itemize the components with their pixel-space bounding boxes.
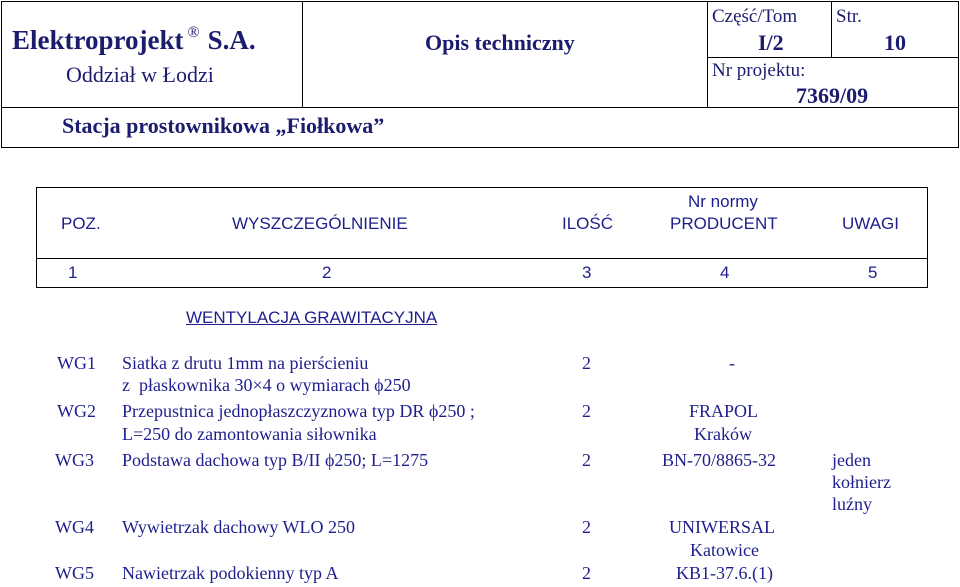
row-producer-city: Kraków: [694, 424, 752, 444]
row-producer: FRAPOL: [689, 401, 759, 421]
col-number-2: 2: [322, 263, 332, 282]
col-number-4: 4: [720, 263, 730, 282]
row-qty: 2: [582, 401, 591, 421]
project-no-label: Nr projektu:: [712, 60, 806, 81]
col-header-spec: WYSZCZEGÓLNIENIE: [232, 214, 408, 233]
row-producer: UNIWERSAL: [669, 517, 775, 537]
row-poz: WG3: [55, 450, 94, 470]
company-name: [12, 24, 256, 56]
col-header-producer: PRODUCENT: [670, 214, 778, 233]
col-header-qty: ILOŚĆ: [562, 214, 614, 233]
row-poz: WG4: [55, 517, 94, 537]
doc-type: Opis techniczny: [425, 30, 575, 55]
row-note-1: jeden: [832, 450, 871, 470]
row-spec: Podstawa dachowa typ B/II ϕ250; L=1275: [122, 450, 429, 470]
col-number-3: 3: [582, 263, 592, 282]
project-no-value: 7369/09: [796, 83, 869, 108]
company-suffix: S.A.: [207, 25, 256, 55]
row-producer-city: Katowice: [690, 540, 759, 560]
row-spec-cont: z płaskownika 30×4 o wymiarach ϕ250: [122, 375, 411, 395]
registered-mark-icon: ®: [187, 24, 200, 41]
company-name-main: Elektroprojekt: [12, 25, 184, 55]
part-label: Część/Tom: [712, 6, 798, 27]
row-producer: -: [729, 353, 735, 373]
row-qty: 2: [582, 563, 591, 583]
row-spec: Przepustnica jednopłaszczyznowa typ DR ϕ250 ;: [122, 401, 475, 421]
project-name: Stacja prostownikowa „Fiołkowa”: [62, 113, 385, 138]
page-label: Str.: [836, 6, 862, 27]
col-header-notes: UWAGI: [842, 214, 899, 233]
col-header-norm: Nr normy: [688, 192, 758, 211]
section-title: WENTYLACJA GRAWITACYJNA: [186, 308, 438, 327]
row-qty: 2: [582, 353, 591, 373]
row-producer: KB1-37.6.(1): [676, 563, 773, 583]
row-spec: Wywietrzak dachowy WLO 250: [122, 517, 356, 537]
row-poz: WG5: [55, 563, 94, 583]
row-spec-cont: L=250 do zamontowania siłownika: [122, 424, 377, 444]
part-value: I/2: [758, 30, 784, 55]
row-qty: 2: [582, 450, 591, 470]
col-number-5: 5: [868, 263, 878, 282]
page-number: 10: [884, 30, 906, 55]
row-note-3: luźny: [832, 494, 872, 514]
row-poz: WG1: [57, 353, 96, 373]
col-number-1: 1: [68, 263, 78, 282]
col-header-poz: POZ.: [61, 214, 101, 233]
row-poz: WG2: [57, 401, 96, 421]
row-note-2: kołnierz: [832, 472, 891, 492]
row-spec: Nawietrzak podokienny typ A: [122, 563, 339, 583]
branch-name: Oddział w Łodzi: [66, 62, 214, 87]
row-producer: BN-70/8865-32: [662, 450, 776, 470]
row-spec: Siatka z drutu 1mm na pierścieniu: [122, 353, 369, 373]
row-qty: 2: [582, 517, 591, 537]
